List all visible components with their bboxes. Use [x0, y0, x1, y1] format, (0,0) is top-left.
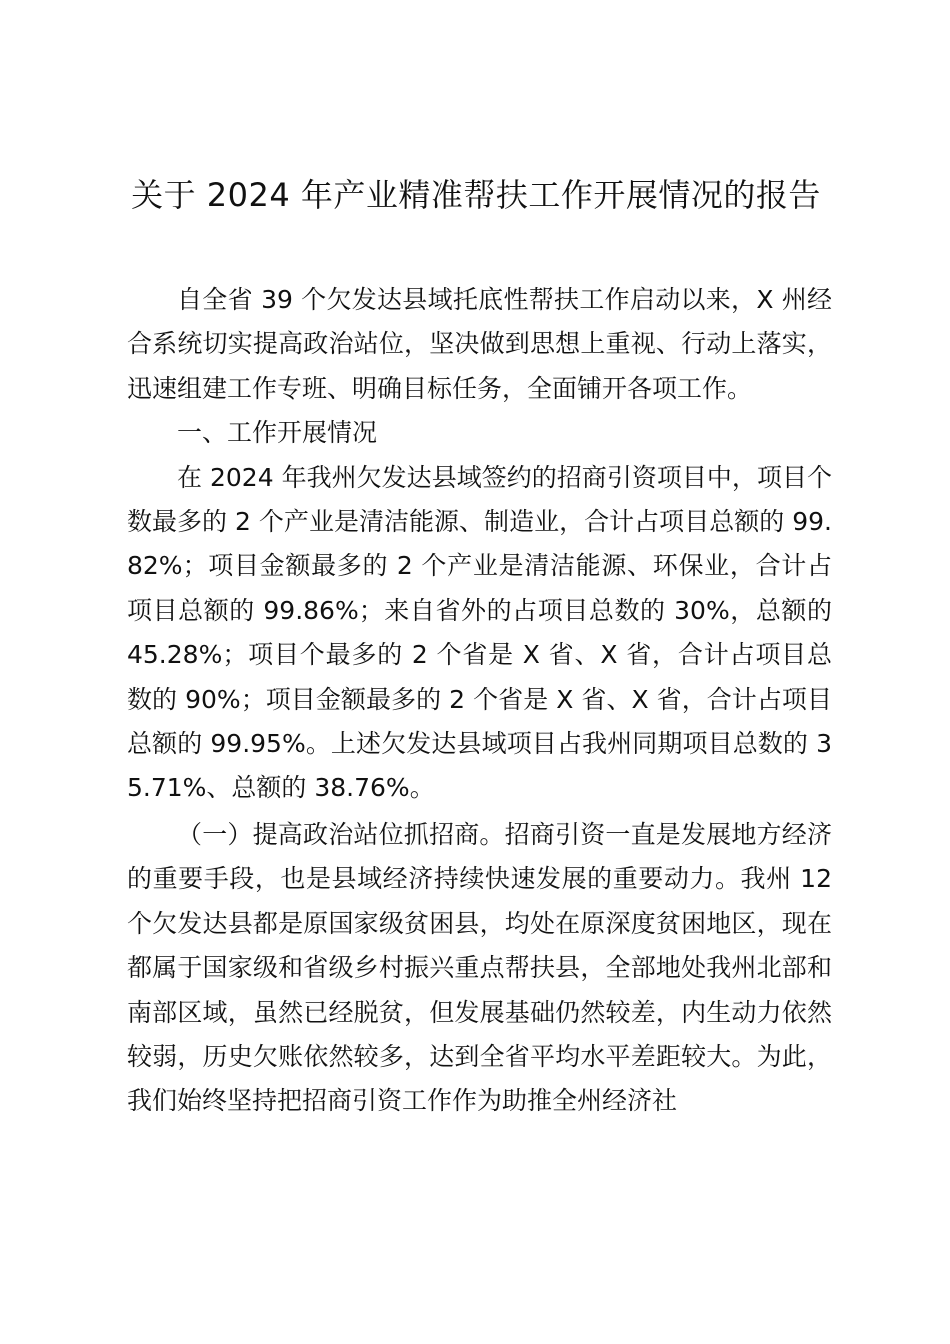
- intro-paragraph: 自全省 39 个欠发达县域托底性帮扶工作启动以来，X 州经合系统切实提高政治站位，坚决做到思想上重视、行动上落实，迅速组建工作专班、明确目标任务，全面铺开各项工作。: [127, 285, 832, 403]
- section-heading-work-progress: 一、工作开展情况: [177, 418, 378, 448]
- subsection-political-investment-paragraph: （一）提高政治站位抓招商。招商引资一直是发展地方经济的重要手段，也是县域经济持续快速发展的重要动力。我州 12 个欠发达县都是原国家级贫困县，均处在原深度贫困地区，现在都属于国家级和省级乡村振兴重点帮扶县，全部地处我州北部和南部区域，虽然已经脱贫，但发展基础仍然较差，内生动力依然较弱，历史欠账依然较多，达到全省平均水平差距较大。为此，我们始终坚持把招商引资工作作为助推全州经济社: [127, 819, 832, 1116]
- document-title: 关于 2024 年产业精准帮扶工作开展情况的报告: [131, 176, 821, 214]
- document-body: [127, 278, 832, 1124]
- investment-statistics-paragraph: 在 2024 年我州欠发达县域签约的招商引资项目中，项目个数最多的 2 个产业是清洁能源、制造业，合计占项目总额的 99.82%；项目金额最多的 2 个产业是清洁能源、环保业，合计占项目总额的 99.86%；来自省外的占项目总数的 30%，总额的 45.28%；项目个最多的 2 个省是 X 省、X 省，合计占项目总数的 90%；项目金额最多的 2 个省是 X 省、X 省，合计占项目总额的 99.95%。上述欠发达县域项目占我州同期项目总数的 35.71%、总额的 38.76%。: [127, 462, 832, 803]
